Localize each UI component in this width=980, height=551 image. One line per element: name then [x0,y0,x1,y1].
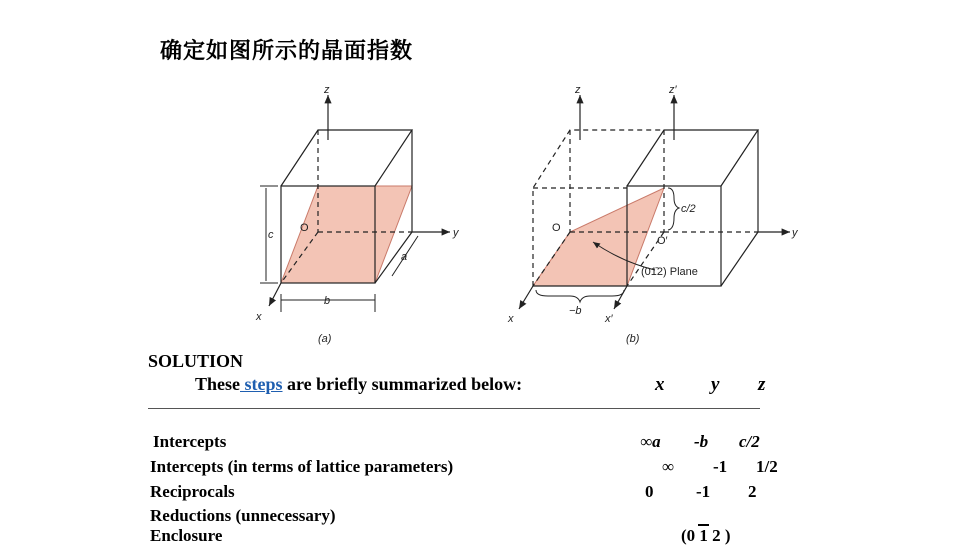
fig-a-b-label: b [324,295,331,307]
lattice-z: 1/2 [756,457,778,476]
lattice-x: ∞ [662,457,675,476]
solution-intro [195,374,522,395]
row-label-reciprocals: Reciprocals [150,482,235,501]
plane-a [281,186,412,283]
fig-a-x-label: x [256,311,262,323]
fig-b-x-label: x [508,313,514,325]
fig-a-origin-label: O [300,222,309,234]
fig-b-y-label: y [792,227,798,239]
fig-b-neg-b-label: −b [569,305,582,317]
fig-b-z-prime-label: z′ [669,84,677,96]
enclosure-value [681,526,731,546]
figure-a [260,95,450,312]
enclosure-open: (0 [681,526,696,545]
enclosure-bar-digit: 1 [699,526,708,545]
column-header-y: y [711,374,720,395]
fig-b-c-half-label: c/2 [681,203,696,215]
intro-text-before: These [195,374,240,394]
fig-b-origin-label: O [552,222,561,234]
intercept-y: -b [694,432,709,451]
fig-a-z-label: z [324,84,330,96]
reciprocal-y: -1 [696,482,711,501]
column-header-x: x [655,374,665,395]
intercept-z: c/2 [739,432,760,451]
fig-b-z-label: z [575,84,581,96]
reciprocal-z: 2 [748,482,757,501]
fig-a-caption: (a) [318,333,332,345]
page-title: 确定如图所示的晶面指数 [160,39,414,64]
fig-b-x-prime-label: x′ [605,313,613,325]
column-header-z: z [758,374,766,395]
intercept-x: ∞a [640,432,661,451]
fig-b-origin-prime-label: O′ [657,235,668,247]
fig-a-y-label: y [453,227,459,239]
lattice-y: -1 [713,457,728,476]
reciprocal-x: 0 [645,482,654,501]
fig-b-plane-label: (01̄2) Plane [641,266,698,278]
solution-heading: SOLUTION [148,351,244,371]
header-divider [148,408,760,409]
fig-b-caption: (b) [626,333,640,345]
row-label-enclosure: Enclosure [150,526,223,545]
enclosure-close: 2 ) [712,526,731,545]
fig-a-a-label: a [401,251,408,263]
row-label-intercepts: Intercepts [153,432,227,451]
fig-a-c-label: c [268,229,274,241]
intro-text-after: are briefly summarized below: [282,374,523,394]
row-label-intercepts-lattice: Intercepts (in terms of lattice parameters) [150,457,454,476]
row-label-reductions: Reductions (unnecessary) [150,506,336,525]
steps-link[interactable]: steps [240,374,283,394]
